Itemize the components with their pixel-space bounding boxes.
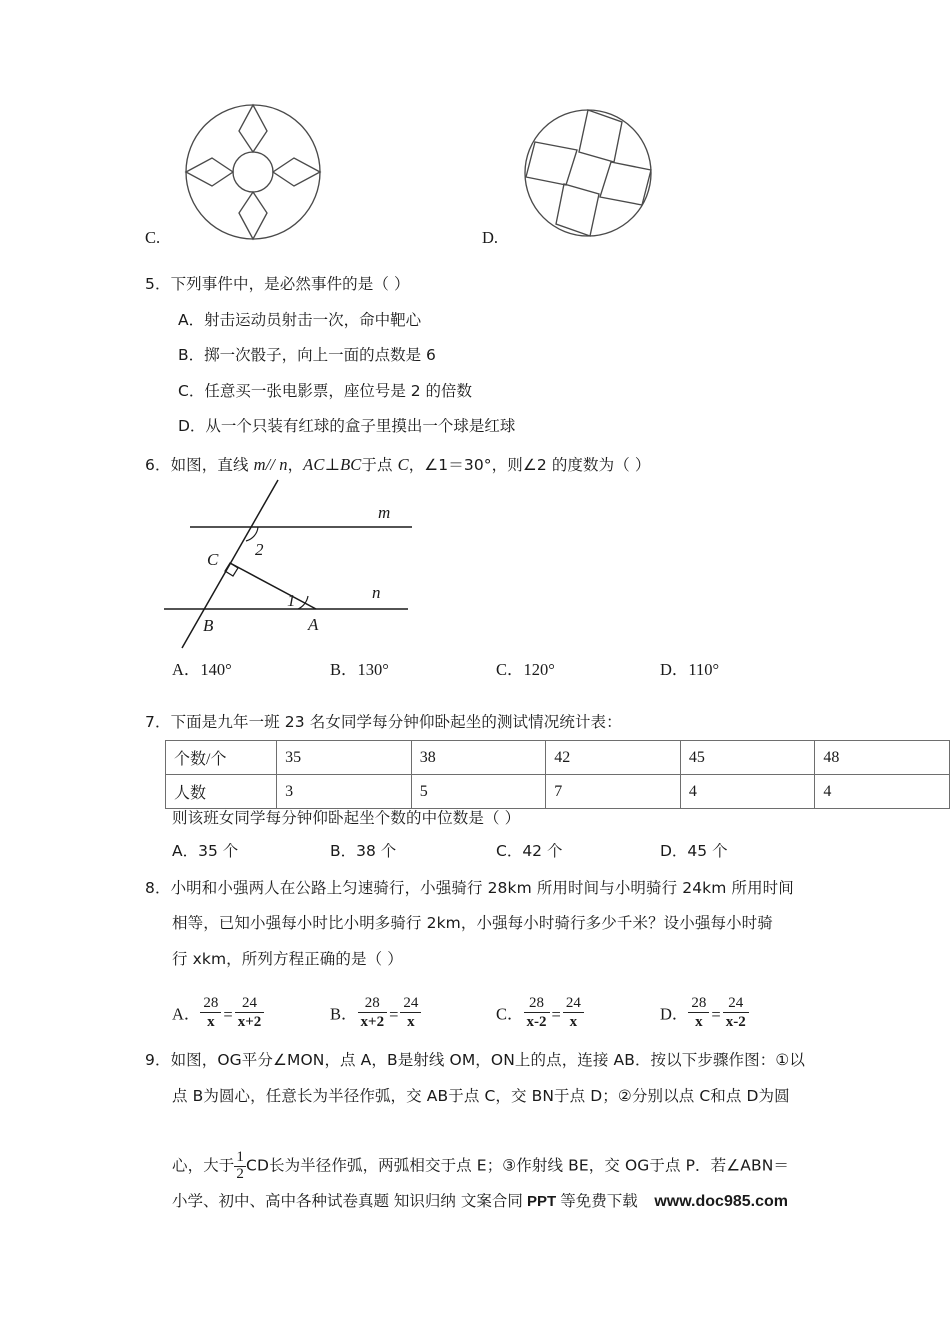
figure-q6-parallel-lines	[160, 478, 430, 655]
q7-stem: 下面是九年一班 23 名女同学每分钟仰卧起坐的测试情况统计表：	[170, 713, 622, 731]
q8-option-d-letter: D．	[660, 1004, 689, 1024]
table-row-counts	[166, 741, 950, 775]
q6-option-c[interactable]: C．120°	[496, 660, 555, 679]
q5-option-a[interactable]: A．射击运动员射击一次，命中靶心	[178, 311, 422, 329]
q6-option-a[interactable]: A．140°	[172, 660, 232, 679]
row-header-counts: 个数/个	[166, 741, 277, 775]
q6-option-b[interactable]: B．130°	[330, 660, 389, 679]
q6-line-names: m// n	[253, 455, 288, 474]
q8-option-c[interactable]	[496, 995, 584, 1030]
count-cell-4: 45	[680, 741, 815, 775]
q8-option-c-letter: C．	[496, 1004, 524, 1024]
people-cell-5: 4	[815, 775, 950, 809]
figure-option-c	[178, 100, 338, 255]
footer-url[interactable]: www.doc985.com	[654, 1193, 788, 1210]
count-cell-5: 48	[815, 741, 950, 775]
count-cell-1: 35	[277, 741, 412, 775]
q7-option-a[interactable]: A．35 个	[172, 842, 239, 860]
q9-line1: 如图，OG平分∠MON，点 A，B是射线 OM，ON上的点，连接 AB．按以下步骤作图：①以	[170, 1051, 805, 1069]
footer-text: 小学、初中、高中各种试卷真题 知识归纳 文案合同	[172, 1192, 523, 1210]
q7-option-c[interactable]: C．42 个	[496, 842, 563, 860]
people-cell-3: 7	[546, 775, 681, 809]
q6-stem-part4: ，∠1＝30°，则∠2 的度数为（ ）	[408, 456, 651, 474]
q8-option-b[interactable]	[330, 995, 421, 1030]
q8-option-c-left-fraction: $\frac{28}{x-2}$	[524, 995, 550, 1030]
q6-stem-comma: ，	[287, 456, 304, 474]
q8-option-a[interactable]	[172, 995, 264, 1030]
q7-option-b[interactable]: B．38 个	[330, 842, 397, 860]
question-5	[145, 274, 410, 294]
q5-option-c[interactable]: C．任意买一张电影票，座位号是 2 的倍数	[178, 382, 473, 400]
q9-half-fraction: $\frac{1}{2}$	[236, 1149, 245, 1182]
people-cell-4: 4	[680, 775, 815, 809]
label-point-b: B	[203, 616, 214, 635]
q8-option-b-letter: B．	[330, 1004, 358, 1024]
q6-stem-part1: 如图，直线	[170, 456, 254, 474]
question-8-line1	[145, 878, 794, 898]
q6-option-d[interactable]: D．110°	[660, 660, 720, 679]
footer-promo	[172, 1189, 788, 1211]
footer-tail: 等免费下载	[560, 1192, 638, 1210]
q8-option-a-equals: =	[223, 1005, 233, 1025]
footer-ppt-label: PPT	[526, 1193, 557, 1210]
q8-option-b-left-fraction: $\frac{28}{x+2}$	[358, 995, 388, 1030]
q7-option-d[interactable]: D．45 个	[660, 842, 728, 860]
label-line-n: n	[372, 583, 381, 602]
q8-option-c-equals: =	[551, 1005, 561, 1025]
q6-number: 6．	[145, 456, 171, 474]
figure-c-label: C.	[145, 228, 161, 247]
q9-line3-after: CD长为半径作弧，两弧相交于点 E；③作射线 BE，交 OG于点 P．若∠ABN＝	[246, 1156, 789, 1175]
q5-stem: 下列事件中，是必然事件的是（ ）	[170, 275, 410, 293]
figure-option-d	[516, 100, 666, 255]
label-point-c: C	[207, 550, 219, 569]
question-6	[145, 455, 650, 475]
count-cell-2: 38	[411, 741, 546, 775]
label-line-m: m	[378, 503, 391, 522]
q8-option-d-equals: =	[711, 1005, 721, 1025]
q8-stem-line1: 小明和小强两人在公路上匀速骑行，小强骑行 28km 所用时间与小明骑行 24km 所用时间	[170, 879, 794, 897]
figure-d-label: D.	[482, 228, 499, 247]
q8-option-d[interactable]	[660, 995, 749, 1030]
q7-number: 7．	[145, 713, 171, 731]
q6-perp-expr: AC⊥BC	[303, 455, 362, 474]
people-cell-1: 3	[277, 775, 412, 809]
q8-option-a-right-fraction: $\frac{24}{x+2}$	[235, 995, 265, 1030]
people-cell-2: 5	[411, 775, 546, 809]
label-point-a: A	[308, 615, 319, 634]
q8-option-d-right-fraction: $\frac{24}{x-2}$	[723, 995, 749, 1030]
q5-option-b[interactable]: B．掷一次骰子，向上一面的点数是 6	[178, 346, 436, 364]
q7-question: 则该班女同学每分钟仰卧起坐个数的中位数是（ ）	[172, 809, 521, 827]
q8-option-b-equals: =	[389, 1005, 399, 1025]
q8-number: 8．	[145, 879, 171, 897]
table-row-people	[166, 775, 950, 809]
q8-option-b-right-fraction: $\frac{24}{x}$	[400, 995, 421, 1030]
q5-option-d[interactable]: D．从一个只装有红球的盒子里摸出一个球是红球	[178, 417, 516, 435]
q8-stem-line3: 行 xkm，所列方程正确的是（ ）	[172, 950, 403, 968]
q8-option-c-right-fraction: $\frac{24}{x}$	[563, 995, 584, 1030]
q8-stem-line2: 相等，已知小强每小时比小明多骑行 2km，小强每小时骑行多少千米？设小强每小时骑	[172, 914, 773, 932]
q6-point-c: C	[397, 455, 409, 474]
q6-stem-part3: 于点	[361, 456, 398, 474]
q9-number: 9．	[145, 1051, 171, 1069]
q9-line3-before: 心，大于	[172, 1156, 235, 1175]
q9-line3	[172, 1150, 789, 1183]
q5-number: 5．	[145, 275, 171, 293]
sit-up-statistics-table	[165, 740, 950, 809]
label-angle-1: 1	[287, 591, 296, 610]
q8-option-a-left-fraction: $\frac{28}{x}$	[200, 995, 221, 1030]
question-9-line1	[145, 1050, 805, 1070]
q9-line2: 点 B为圆心，任意长为半径作弧，交 AB于点 C，交 BN于点 D；②分别以点 C和点 D为圆	[172, 1087, 790, 1105]
q8-option-d-left-fraction: $\frac{28}{x}$	[688, 995, 709, 1030]
label-angle-2: 2	[255, 540, 264, 559]
row-header-people: 人数	[166, 775, 277, 809]
question-7	[145, 712, 622, 732]
count-cell-3: 42	[546, 741, 681, 775]
q8-option-a-letter: A．	[172, 1004, 201, 1024]
